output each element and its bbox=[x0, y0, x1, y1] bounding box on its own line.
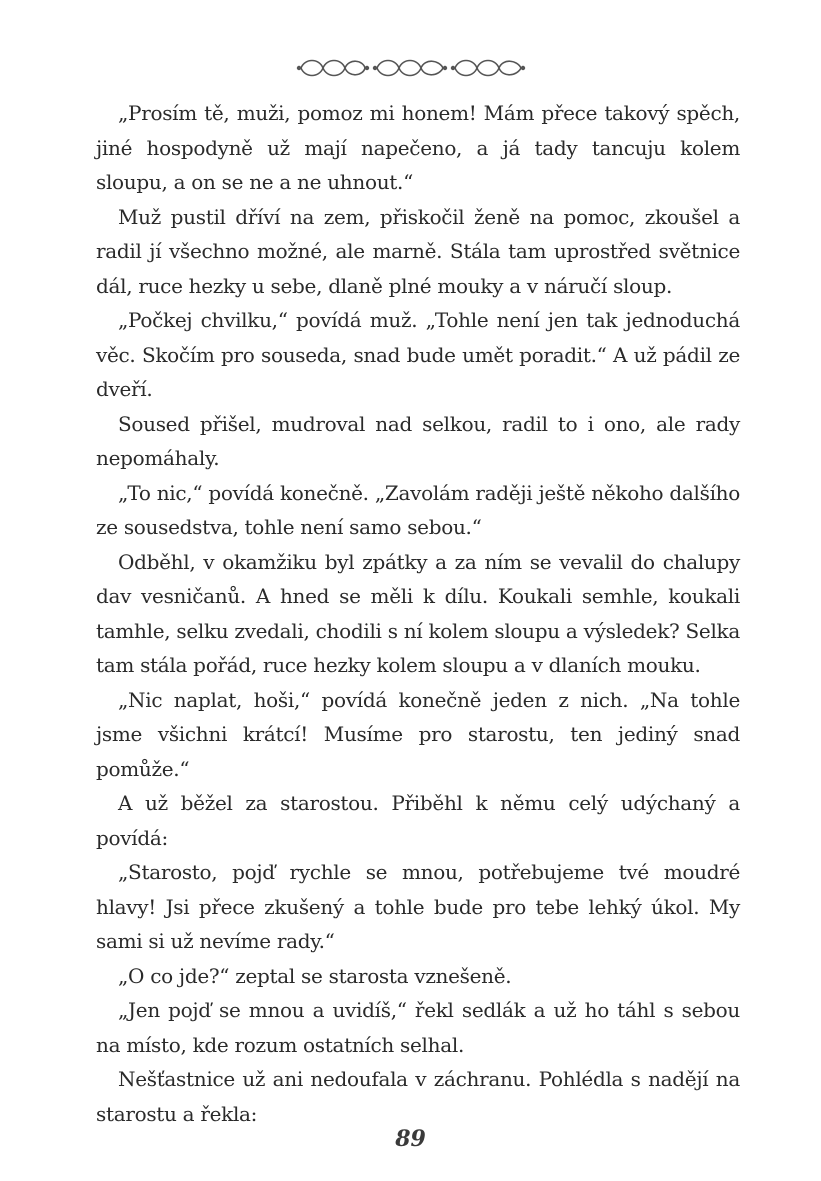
flourish-ornament-icon bbox=[291, 50, 531, 86]
header-ornament bbox=[0, 50, 821, 86]
paragraph: „To nic,“ povídá konečně. „Zavolám raději ještě někoho dalšího ze sousedstva, tohle není samo sebou.“ bbox=[96, 480, 740, 539]
page-number: 89 bbox=[395, 1126, 426, 1152]
paragraph: „Prosím tě, muži, pomoz mi honem! Mám přece takový spěch, jiné hospodyně už mají napečeno, a já tady tancuju kolem sloupu, a on se ne a ne uhnout.“ bbox=[96, 101, 740, 194]
paragraph: Soused přišel, mudroval nad selkou, radil to i ono, ale rady nepomáhaly. bbox=[96, 411, 740, 470]
paragraph: Nešťastnice už ani nedoufala v záchranu. Pohlédla s nadějí na starostu a řekla: bbox=[96, 1067, 740, 1126]
paragraph: Odběhl, v okamžiku byl zpátky a za ním se vevalil do chalupy dav vesničanů. A hned se měli k dílu. Koukali semhle, koukali tamhle, selku zvedali, chodili s ní kolem sloupu a výsledek? Selka tam stála pořád, ruce hezky kolem sloupu a v dlaních mouku. bbox=[96, 549, 740, 677]
story-text bbox=[96, 96, 740, 1131]
paragraph: „Starosto, pojď rychle se mnou, potřebujeme tvé moudré hlavy! Jsi přece zkušený a tohle bude pro tebe lehký úkol. My sami si už nevíme rady.“ bbox=[96, 860, 740, 953]
paragraph: „O co jde?“ zeptal se starosta vznešeně. bbox=[118, 963, 512, 988]
paragraph: „Počkej chvilku,“ povídá muž. „Tohle není jen tak jednoduchá věc. Skočím pro souseda, snad bude umět poradit.“ A už pádil ze dveří. bbox=[96, 308, 740, 401]
paragraph: Muž pustil dříví na zem, přiskočil ženě na pomoc, zkoušel a radil jí všechno možné, ale marně. Stála tam uprostřed světnice dál, ruce hezky u sebe, dlaně plné mouky a v náručí sloup. bbox=[96, 204, 740, 298]
paragraph: A už běžel za starostou. Přiběhl k němu celý udýchaný a povídá: bbox=[96, 791, 740, 850]
paragraph: „Jen pojď se mnou a uvidíš,“ řekl sedlák a už ho táhl s sebou na místo, kde rozum ostatních selhal. bbox=[96, 998, 740, 1057]
paragraph: „Nic naplat, hoši,“ povídá konečně jeden z nich. „Na tohle jsme všichni krátcí! Musíme pro starostu, ten jediný snad pomůže.“ bbox=[96, 687, 740, 781]
